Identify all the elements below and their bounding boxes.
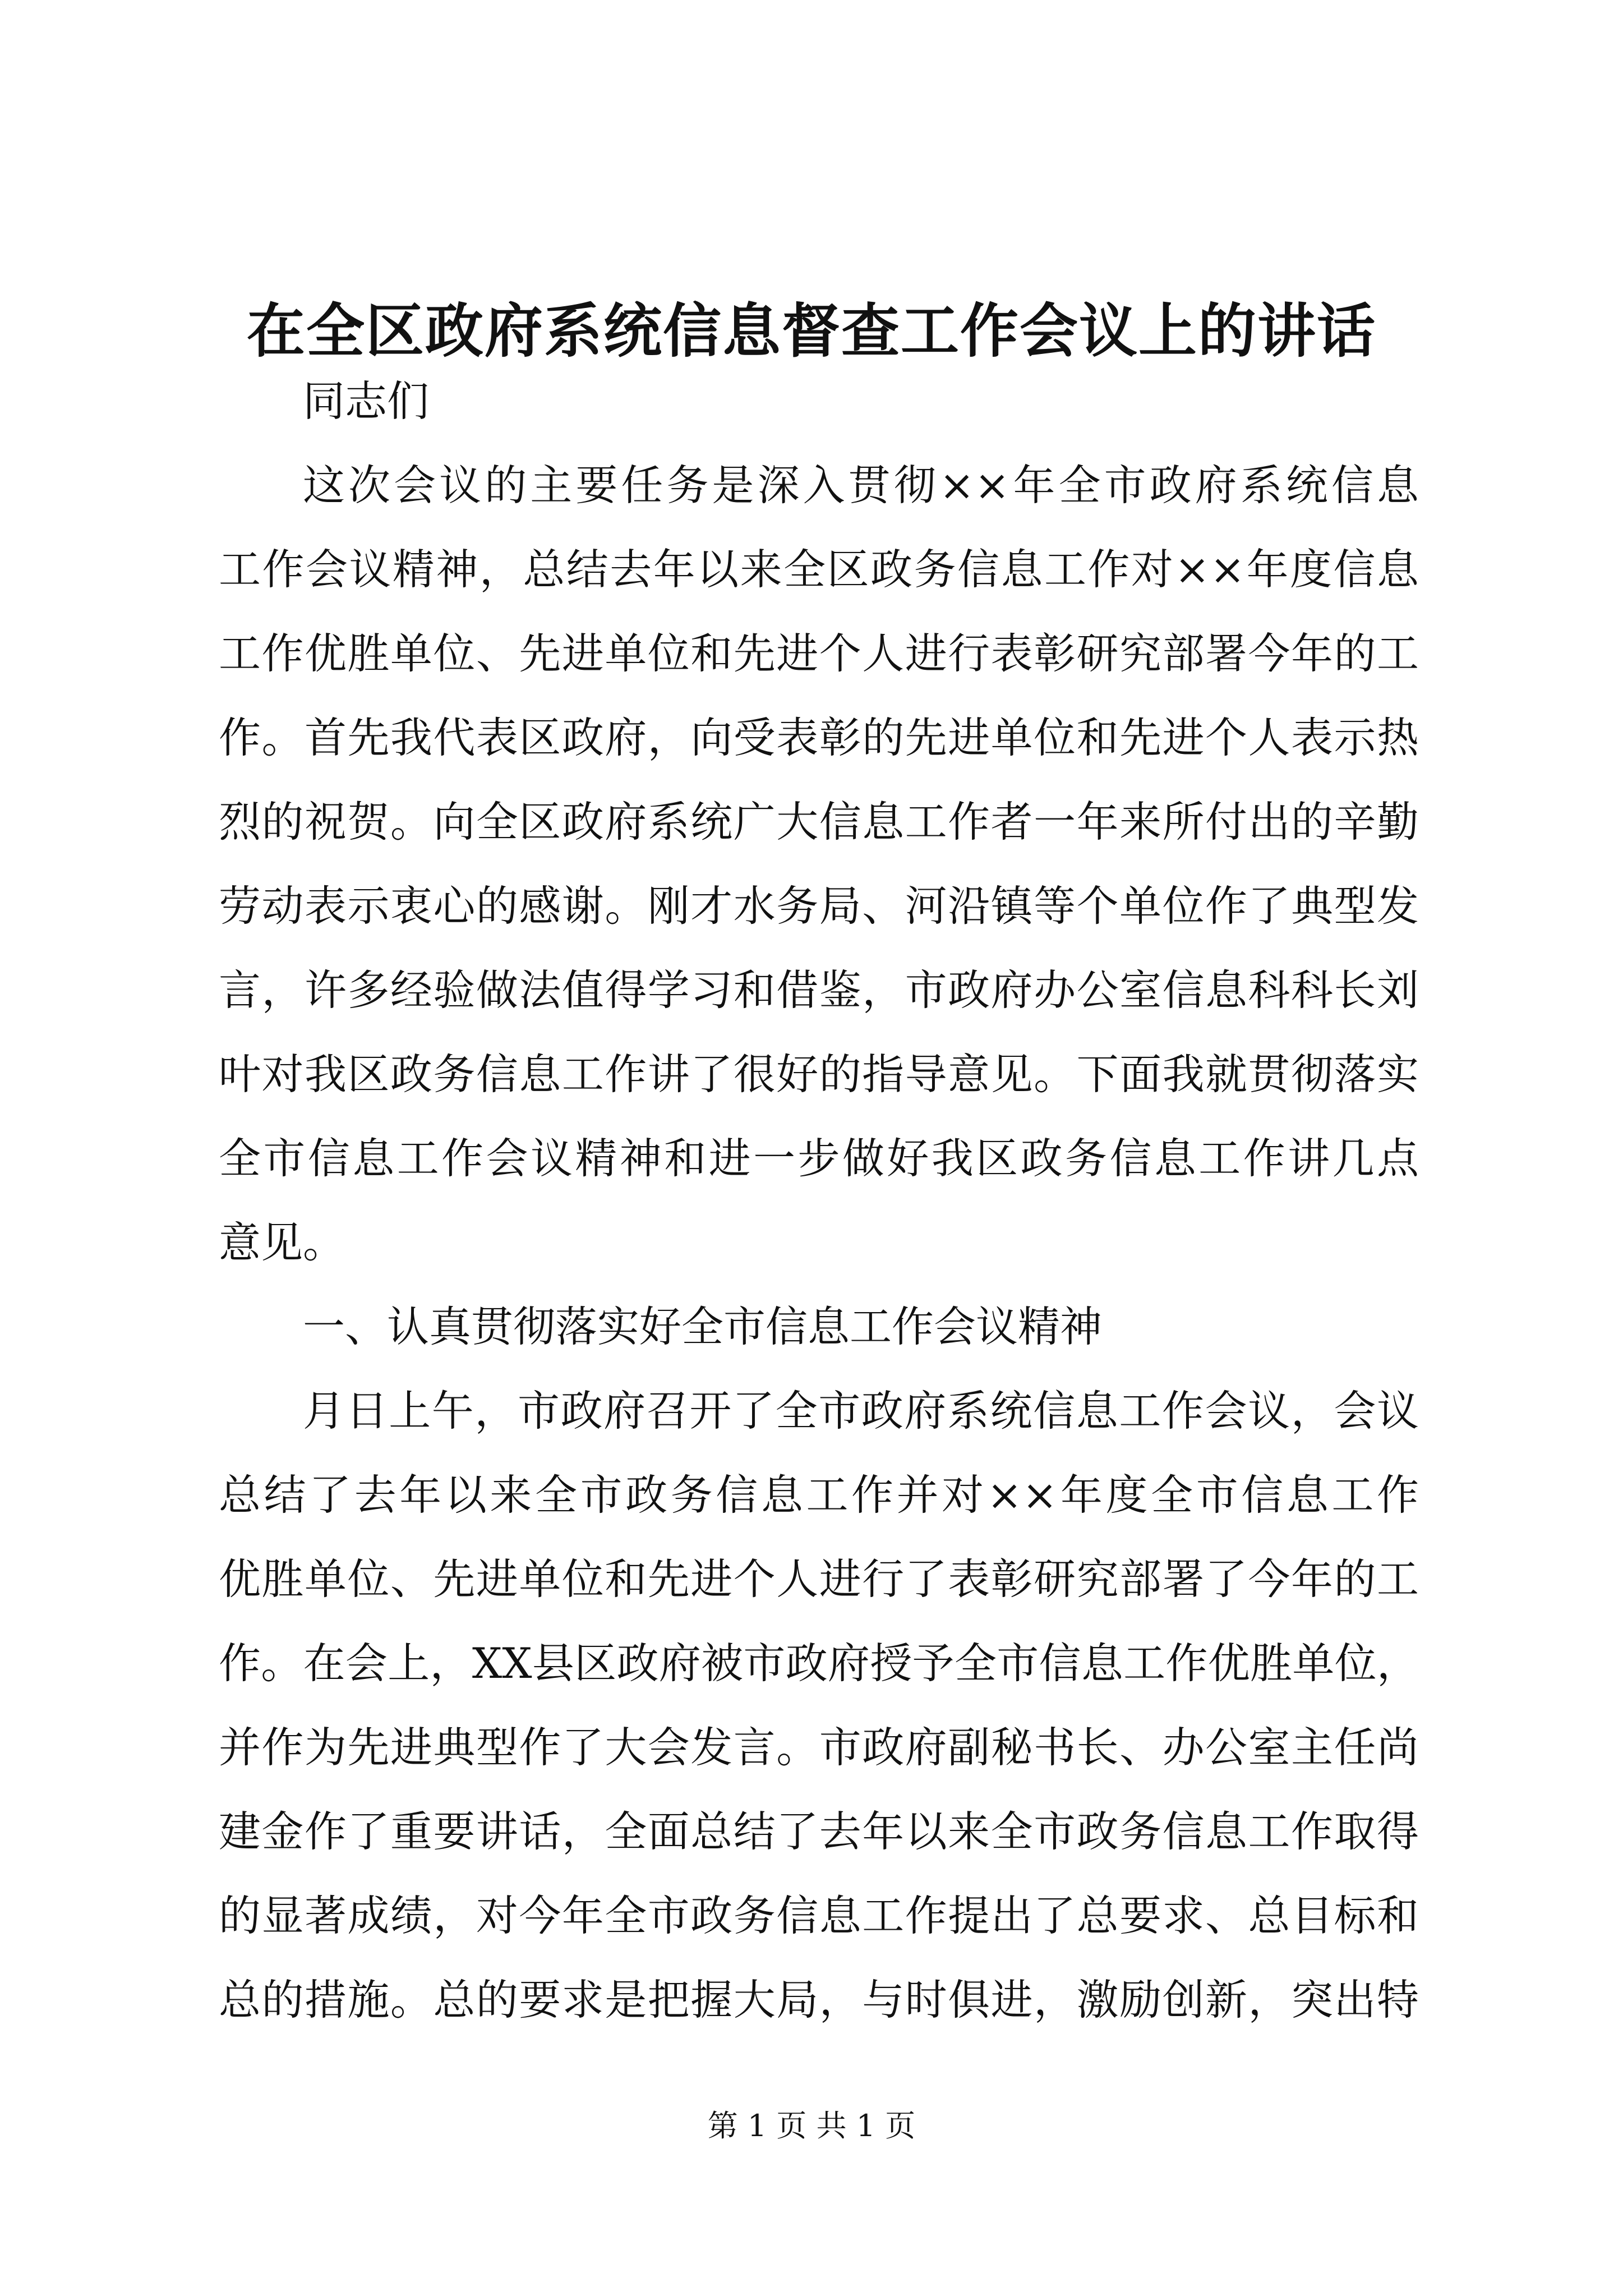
paragraph-line: 全市信息工作会议精神和进一步做好我区政务信息工作讲几点 <box>219 1134 1419 1183</box>
document-body <box>219 359 1419 2042</box>
section-heading: 一、认真贯彻落实好全市信息工作会议精神 <box>303 1302 1103 1351</box>
paragraph-line: 这次会议的主要任务是深入贯彻××年全市政府系统信息 <box>303 461 1419 510</box>
paragraph-line: 工作优胜单位、先进单位和先进个人进行表彰研究部署今年的工 <box>219 629 1419 678</box>
paragraph-line: 劳动表示衷心的感谢。刚才水务局、河沿镇等个单位作了典型发 <box>219 881 1419 931</box>
salutation-line: 同志们 <box>303 376 430 426</box>
paragraph-line: 叶对我区政务信息工作讲了很好的指导意见。下面我就贯彻落实 <box>219 1050 1419 1099</box>
paragraph-line: 总结了去年以来全市政务信息工作并对××年度全市信息工作 <box>219 1470 1419 1520</box>
paragraph-line: 工作会议精神，总结去年以来全区政务信息工作对××年度信息 <box>219 545 1419 594</box>
paragraph-line: 优胜单位、先进单位和先进个人进行了表彰研究部署了今年的工 <box>219 1554 1419 1604</box>
document-title: 在全区政府系统信息督查工作会议上的讲话 <box>246 296 1376 365</box>
paragraph-line: 月日上午，市政府召开了全市政府系统信息工作会议，会议 <box>303 1386 1419 1435</box>
paragraph-line: 言，许多经验做法值得学习和借鉴，市政府办公室信息科科长刘 <box>219 965 1419 1015</box>
paragraph-line: 并作为先进典型作了大会发言。市政府副秘书长、办公室主任尚 <box>219 1723 1419 1772</box>
paragraph-line: 的显著成绩，对今年全市政务信息工作提出了总要求、总目标和 <box>219 1891 1419 1940</box>
paragraph-line: 作。首先我代表区政府，向受表彰的先进单位和先进个人表示热 <box>219 713 1419 762</box>
paragraph-line: 作。在会上，XX县区政府被市政府授予全市信息工作优胜单位， <box>219 1639 1419 1688</box>
paragraph-line: 建金作了重要讲话，全面总结了去年以来全市政务信息工作取得 <box>219 1807 1419 1856</box>
paragraph-line: 烈的祝贺。向全区政府系统广大信息工作者一年来所付出的辛勤 <box>219 797 1419 846</box>
page-number: 第 1 页 共 1 页 <box>707 2108 916 2143</box>
paragraph-line: 意见。 <box>219 1218 345 1267</box>
paragraph-line: 总的措施。总的要求是把握大局，与时俱进，激励创新，突出特 <box>219 1975 1419 2024</box>
